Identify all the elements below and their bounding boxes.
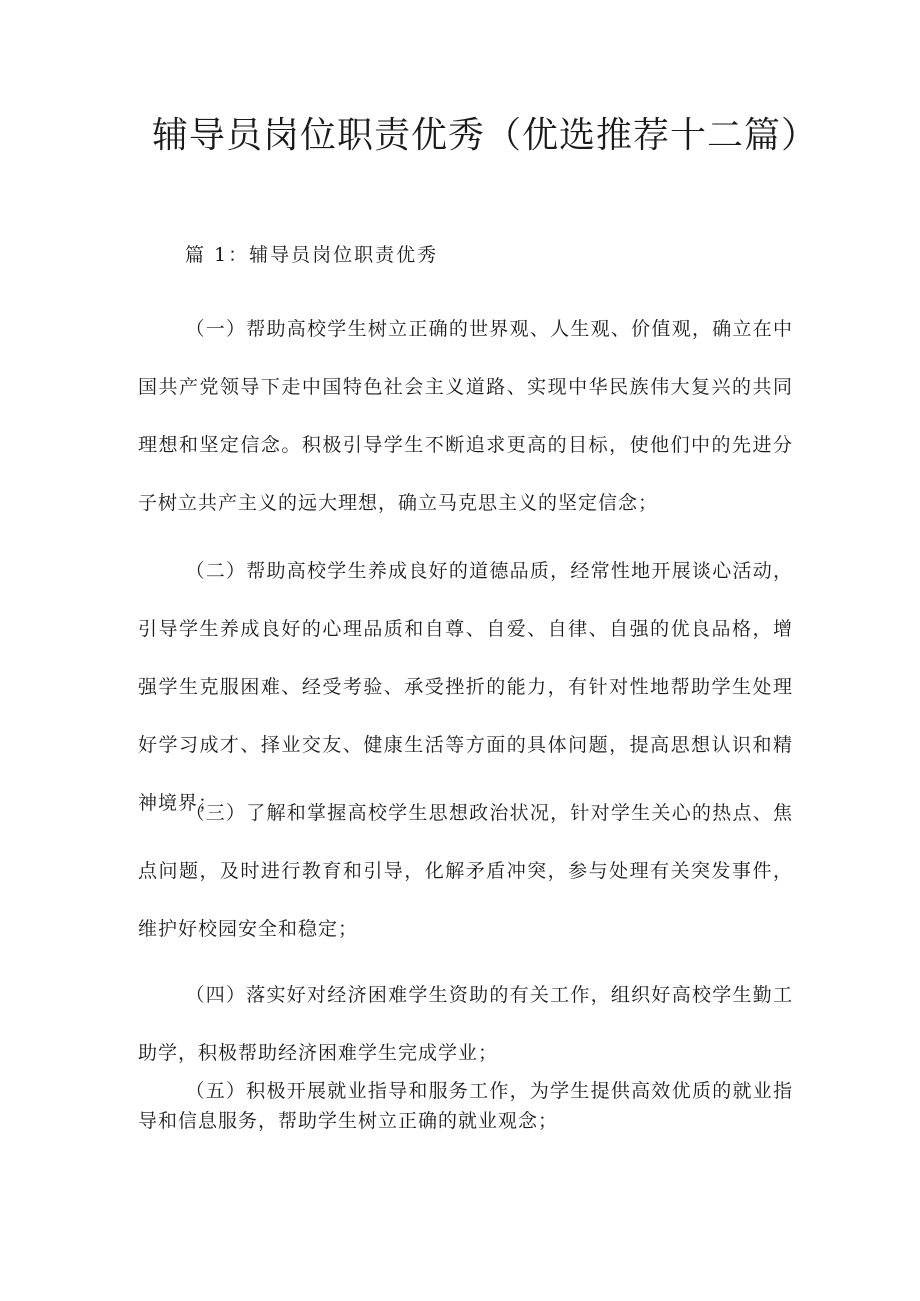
paragraph-5: （五）积极开展就业指导和服务工作，为学生提供高效优质的就业指导和信息服务，帮助学生树立正确的就业观念；	[138, 1080, 793, 1132]
document-title: 辅导员岗位职责优秀（优选推荐十二篇）	[151, 115, 818, 156]
paragraph-2: （二）帮助高校学生养成良好的道德品质，经常性地开展谈心活动，引导学生养成良好的心理品质和自尊、自爱、自律、自强的优良品格，增强学生克服困难、经受考验、承受挫折的能力，有针对性地帮助学生处理好学习成才、择业交友、健康生活等方面的具体问题，提高思想认识和精神境界；	[138, 560, 793, 814]
paragraph-4: （四）落实好对经济困难学生资助的有关工作，组织好高校学生勤工助学，积极帮助经济困难学生完成学业；	[138, 984, 793, 1064]
paragraph-3: （三）了解和掌握高校学生思想政治状况，针对学生关心的热点、焦点问题，及时进行教育和引导，化解矛盾冲突，参与处理有关突发事件，维护好校园安全和稳定；	[138, 802, 793, 940]
paragraph-1: （一）帮助高校学生树立正确的世界观、人生观、价值观，确立在中国共产党领导下走中国特色社会主义道路、实现中华民族伟大复兴的共同理想和坚定信念。积极引导学生不断追求更高的目标，使他们中的先进分子树立共产主义的远大理想，确立马克思主义的坚定信念；	[138, 318, 793, 514]
section-heading: 篇 1：辅导员岗位职责优秀	[185, 244, 439, 266]
